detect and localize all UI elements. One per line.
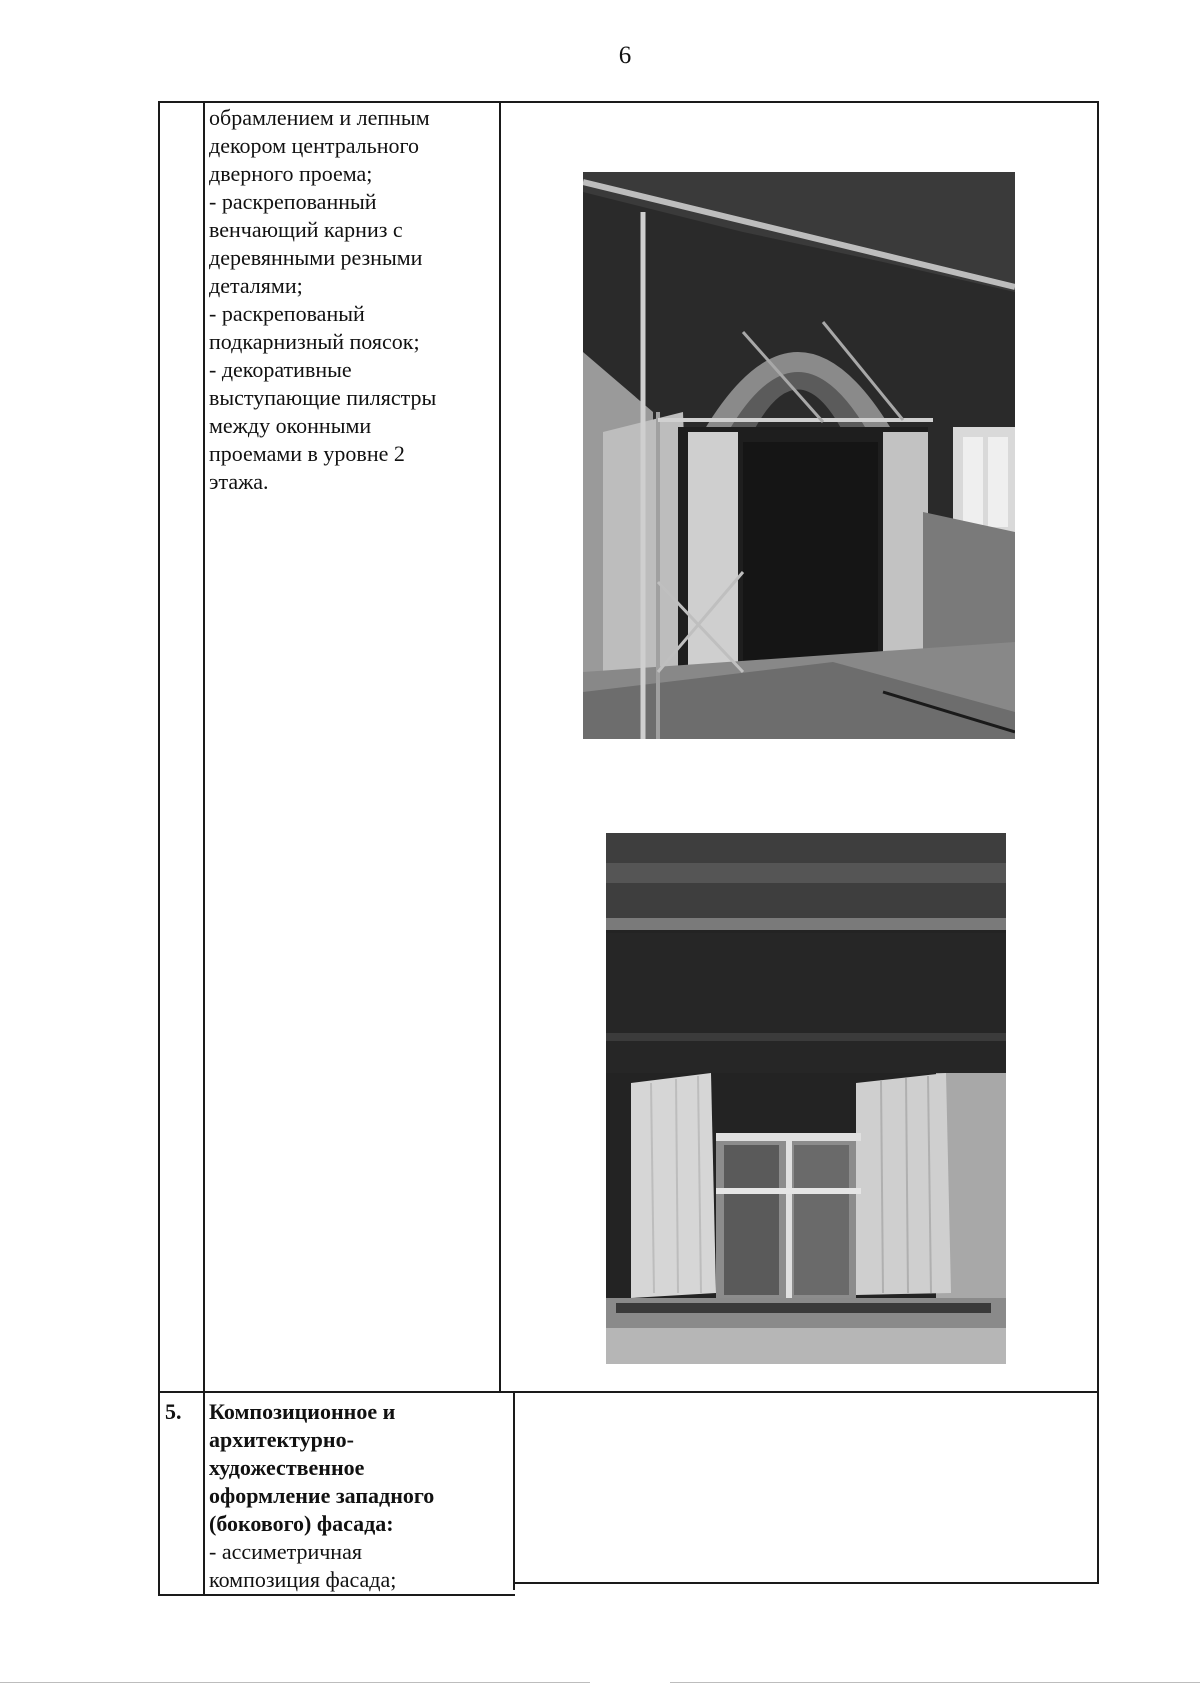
row-5-description: - ассиметричная композиция фасада; <box>209 1539 397 1592</box>
scan-artifact-line <box>670 1682 1200 1683</box>
table-border-left <box>158 101 160 1596</box>
table-border-top <box>158 101 1099 103</box>
row-number: 5. <box>165 1399 182 1424</box>
page-number: 6 <box>618 42 632 69</box>
column-divider-2-lower <box>513 1392 515 1590</box>
row-divider <box>158 1391 1099 1393</box>
row-continued-description: обрамлением и лепным декором центрального дверного проема; - раскрепованный венчающий карниз с деревянными резными деталями; - раскрепованый подкарнизный поясок; - декоративные выступающие пилястры между оконными проемами в уровне 2 этажа. <box>209 105 437 494</box>
table-border-bottom <box>158 1594 515 1596</box>
entrance-doorway-photo <box>583 172 1015 739</box>
scan-artifact-line <box>0 1682 590 1683</box>
column-divider-2-upper <box>499 101 501 1393</box>
row-5-title: Композиционное и архитектурно- художественное оформление западного (бокового) фасада: <box>209 1399 435 1536</box>
column-divider-1 <box>203 101 205 1596</box>
table-border-right <box>1097 101 1099 1583</box>
table-border-bottom-right <box>513 1582 1099 1584</box>
window-shutters-photo <box>606 833 1006 1364</box>
